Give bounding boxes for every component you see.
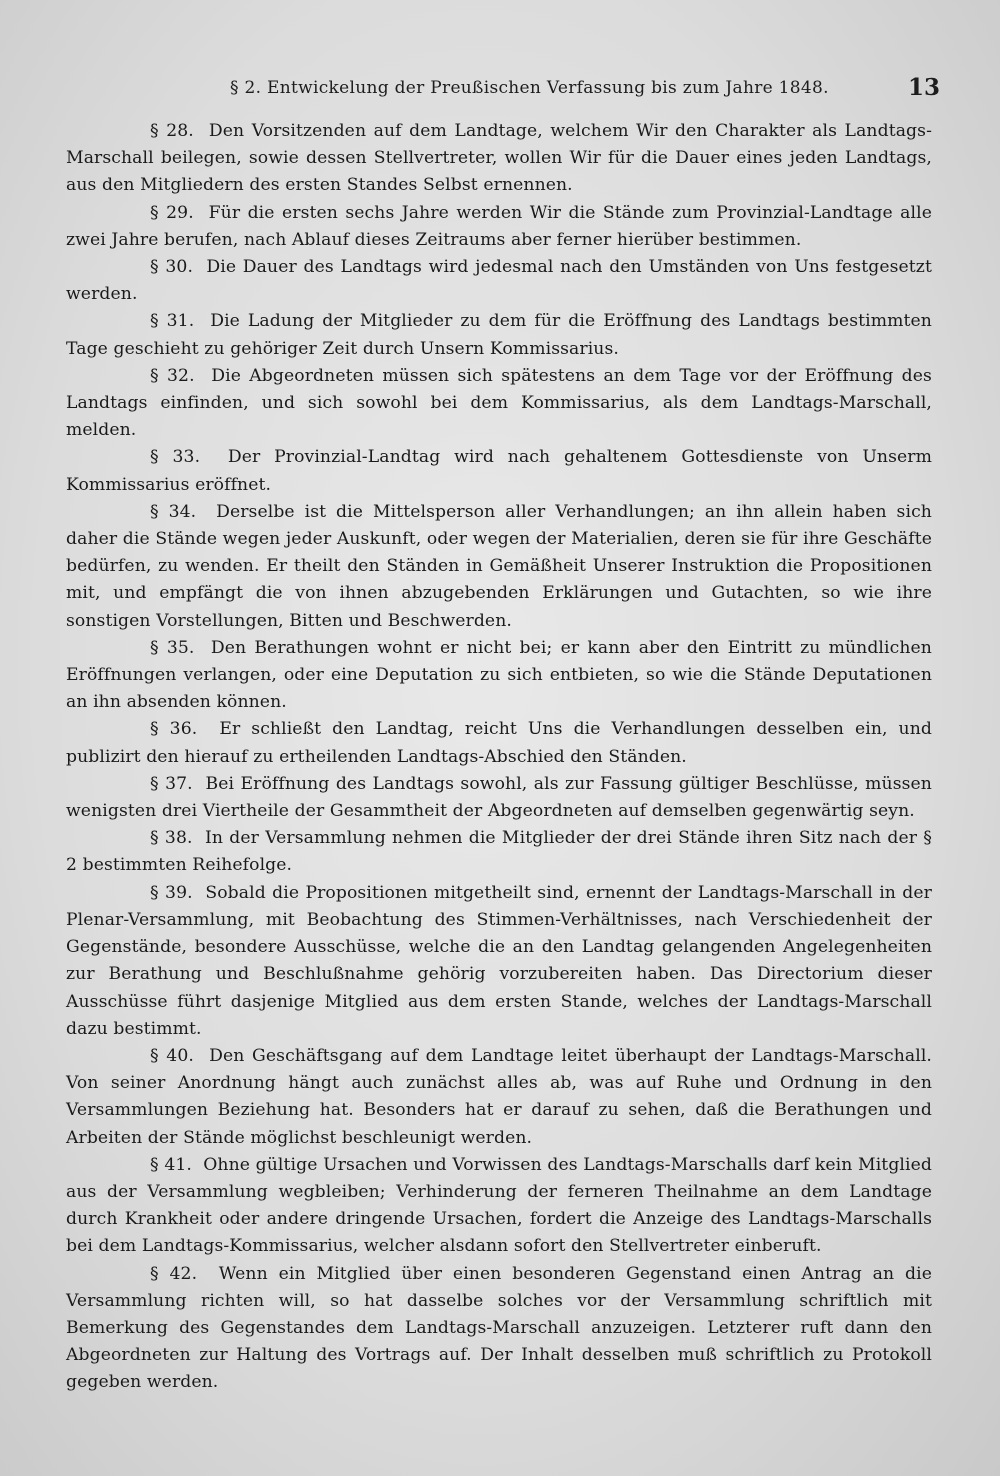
- paragraph-text: Die Dauer des Landtags wird jedesmal nach den Umständen von Uns festgesetzt werden.: [66, 257, 932, 305]
- paragraph-text: Für die ersten sechs Jahre werden Wir die Stände zum Provinzial-Landtage alle zwei Jahre berufen, nach Ablauf dieses Zeitraums aber ferner hierüber bestimmen.: [66, 202, 932, 250]
- section-number: § 29.: [150, 202, 194, 223]
- section-number: § 30.: [150, 257, 194, 278]
- paragraph-34: [66, 499, 932, 635]
- section-number: § 31.: [150, 311, 195, 332]
- paragraph-text: Derselbe ist die Mittelsperson aller Verhandlungen; an ihn allein haben sich daher die Stände wegen jeder Auskunft, oder wegen der Materialien, deren sie für ihre Geschäfte bedürfen, zu wenden. Er theilt den Ständen in Gemäßheit Unserer Instruktion die Propositionen mit, und empfängt die von ihnen abzugebenden Erklärungen und Gutachten, so wie ihre sonstigen Vorstellungen, Bitten und Beschwerden.: [66, 501, 932, 631]
- paragraph-40: [66, 1043, 932, 1152]
- paragraph-text: Der Provinzial-Landtag wird nach gehaltenem Gottesdienste von Unserm Kommissarius eröffnet.: [66, 447, 932, 495]
- paragraph-37: [66, 771, 932, 825]
- paragraph-text: Sobald die Propositionen mitgetheilt sind, ernennt der Landtags-Marschall in der Plenar-Versammlung, mit Beobachtung des Stimmen-Verhältnisses, nach Verschiedenheit der Gegenstände, besondere Ausschüsse, welche die an den Landtag gelangenden Angelegenheiten zur Berathung und Beschlußnahme gehörig vorzubereiten haben. Das Directorium dieser Ausschüsse führt dasjenige Mitglied aus dem ersten Stande, welches der Landtags-Marschall dazu bestimmt.: [66, 882, 932, 1039]
- paragraph-text: Den Berathungen wohnt er nicht bei; er kann aber den Eintritt zu mündlichen Eröffnungen verlangen, oder eine Deputation zu sich entbieten, so wie die Stände Deputationen an ihn absenden können.: [66, 637, 932, 713]
- paragraph-36: [66, 716, 932, 770]
- page-number: 13: [907, 74, 940, 101]
- paragraph-text: Den Geschäftsgang auf dem Landtage leitet überhaupt der Landtags-Marschall. Von seiner Anordnung hängt auch zunächst alles ab, was auf Ruhe und Ordnung in den Versammlungen Beziehung hat. Besonders hat er darauf zu sehen, daß die Berathungen und Arbeiten der Stände möglichst beschleunigt werden.: [66, 1045, 932, 1148]
- paragraph-28: [66, 118, 932, 200]
- section-number: § 36.: [150, 719, 198, 740]
- paragraph-text: Bei Eröffnung des Landtags sowohl, als zur Fassung gültiger Beschlüsse, müssen wenigsten drei Viertheile der Gesammtheit der Abgeordneten auf demselben gegenwärtig seyn.: [66, 773, 932, 822]
- paragraph-text: Den Vorsitzenden auf dem Landtage, welchem Wir den Charakter als Landtags-Marschall beilegen, sowie dessen Stellvertreter, wollen Wir für die Dauer eines jeden Landtags, aus den Mitgliedern des ersten Standes Selbst ernennen.: [66, 121, 932, 196]
- section-number: § 34.: [150, 501, 197, 522]
- paragraph-41: [66, 1152, 932, 1261]
- page-body: [66, 118, 932, 1397]
- section-number: § 42.: [150, 1263, 198, 1284]
- section-number: § 38.: [150, 828, 193, 849]
- section-number: § 28.: [150, 121, 194, 141]
- section-number: § 35.: [150, 637, 195, 658]
- page-header: [70, 74, 940, 104]
- running-head: § 2. Entwickelung der Preußischen Verfassung bis zum Jahre 1848.: [230, 78, 829, 98]
- paragraph-text: Die Abgeordneten müssen sich spätestens an dem Tage vor der Eröffnung des Landtags einfinden, und sich sowohl bei dem Kommissarius, als dem Landtags-Marschall, melden.: [66, 365, 932, 441]
- section-number: § 33.: [150, 447, 201, 468]
- paragraph-35: [66, 635, 932, 717]
- section-number: § 37.: [150, 773, 193, 794]
- section-number: § 41.: [150, 1154, 192, 1175]
- section-number: § 32.: [150, 365, 195, 386]
- paragraph-text: Die Ladung der Mitglieder zu dem für die Eröffnung des Landtags bestimmten Tage geschieht zu gehöriger Zeit durch Unsern Kommissarius.: [66, 311, 932, 359]
- section-number: § 39.: [150, 882, 193, 903]
- paragraph-31: [66, 308, 932, 362]
- paragraph-42: [66, 1261, 932, 1397]
- paragraph-text: Er schließt den Landtag, reicht Uns die Verhandlungen desselben ein, und publizirt den hierauf zu ertheilenden Landtags-Abschied den Ständen.: [66, 719, 932, 767]
- paragraph-29: [66, 200, 932, 254]
- paragraph-text: Wenn ein Mitglied über einen besonderen Gegenstand einen Antrag an die Versammlung richten will, so hat dasselbe solches vor der Versammlung schriftlich mit Bemerkung des Gegenstandes dem Landtags-Marschall anzuzeigen. Letzterer ruft dann den Abgeordneten zur Haltung des Vortrags auf. Der Inhalt desselben muß schriftlich zu Protokoll gegeben werden.: [66, 1263, 932, 1393]
- paragraph-39: [66, 880, 932, 1043]
- paragraph-30: [66, 254, 932, 308]
- section-number: § 40.: [150, 1045, 194, 1066]
- paragraph-text: In der Versammlung nehmen die Mitglieder der drei Stände ihren Sitz nach der § 2 bestimmten Reihefolge.: [66, 828, 932, 876]
- paragraph-33: [66, 444, 932, 498]
- paragraph-32: [66, 363, 932, 445]
- paragraph-38: [66, 825, 932, 879]
- paragraph-text: Ohne gültige Ursachen und Vorwissen des Landtags-Marschalls darf kein Mitglied aus der Versammlung wegbleiben; Verhinderung der ferneren Theilnahme an dem Landtage durch Krankheit oder andere dringende Ursachen, fordert die Anzeige des Landtags-Marschalls bei dem Landtags-Kommissarius, welcher alsdann sofort den Stellvertreter einberuft.: [66, 1154, 932, 1257]
